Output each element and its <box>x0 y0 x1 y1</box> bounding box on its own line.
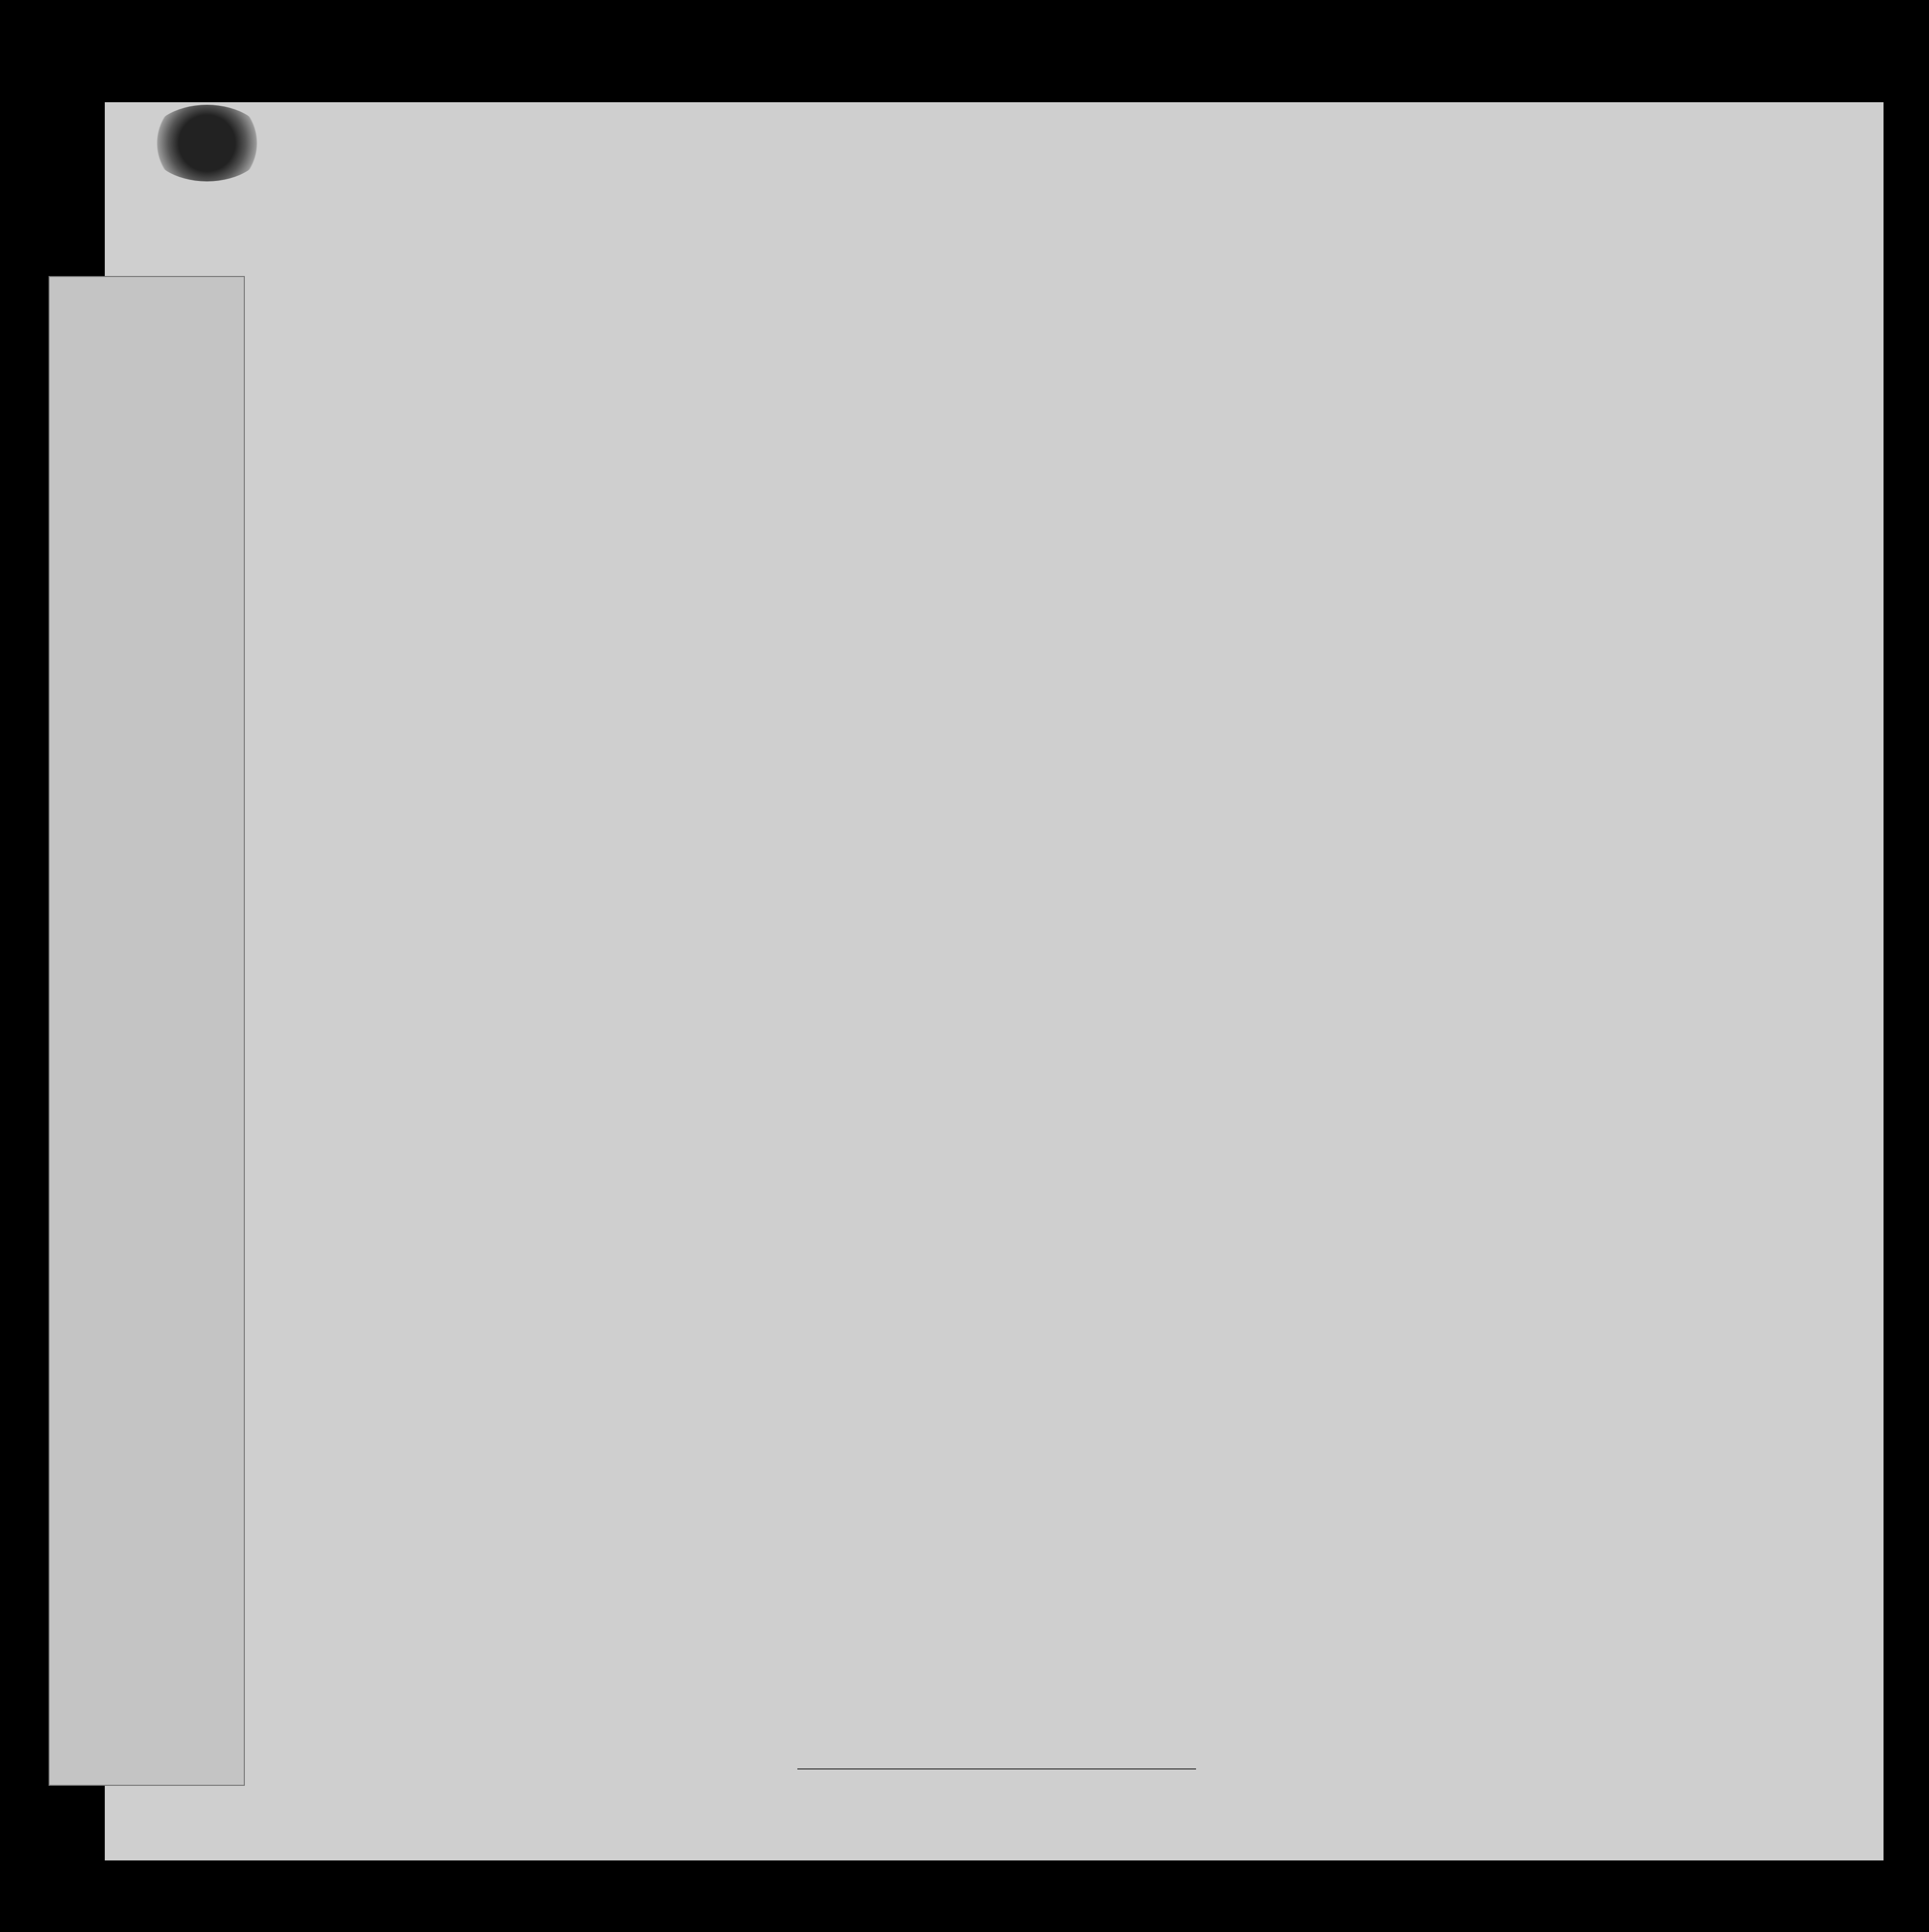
signature-line <box>797 1768 1196 1769</box>
manifest-sheet <box>105 102 1884 1860</box>
seal-stamp-icon <box>148 105 266 181</box>
flap-grid <box>50 277 244 1785</box>
attached-flap <box>49 276 245 1786</box>
